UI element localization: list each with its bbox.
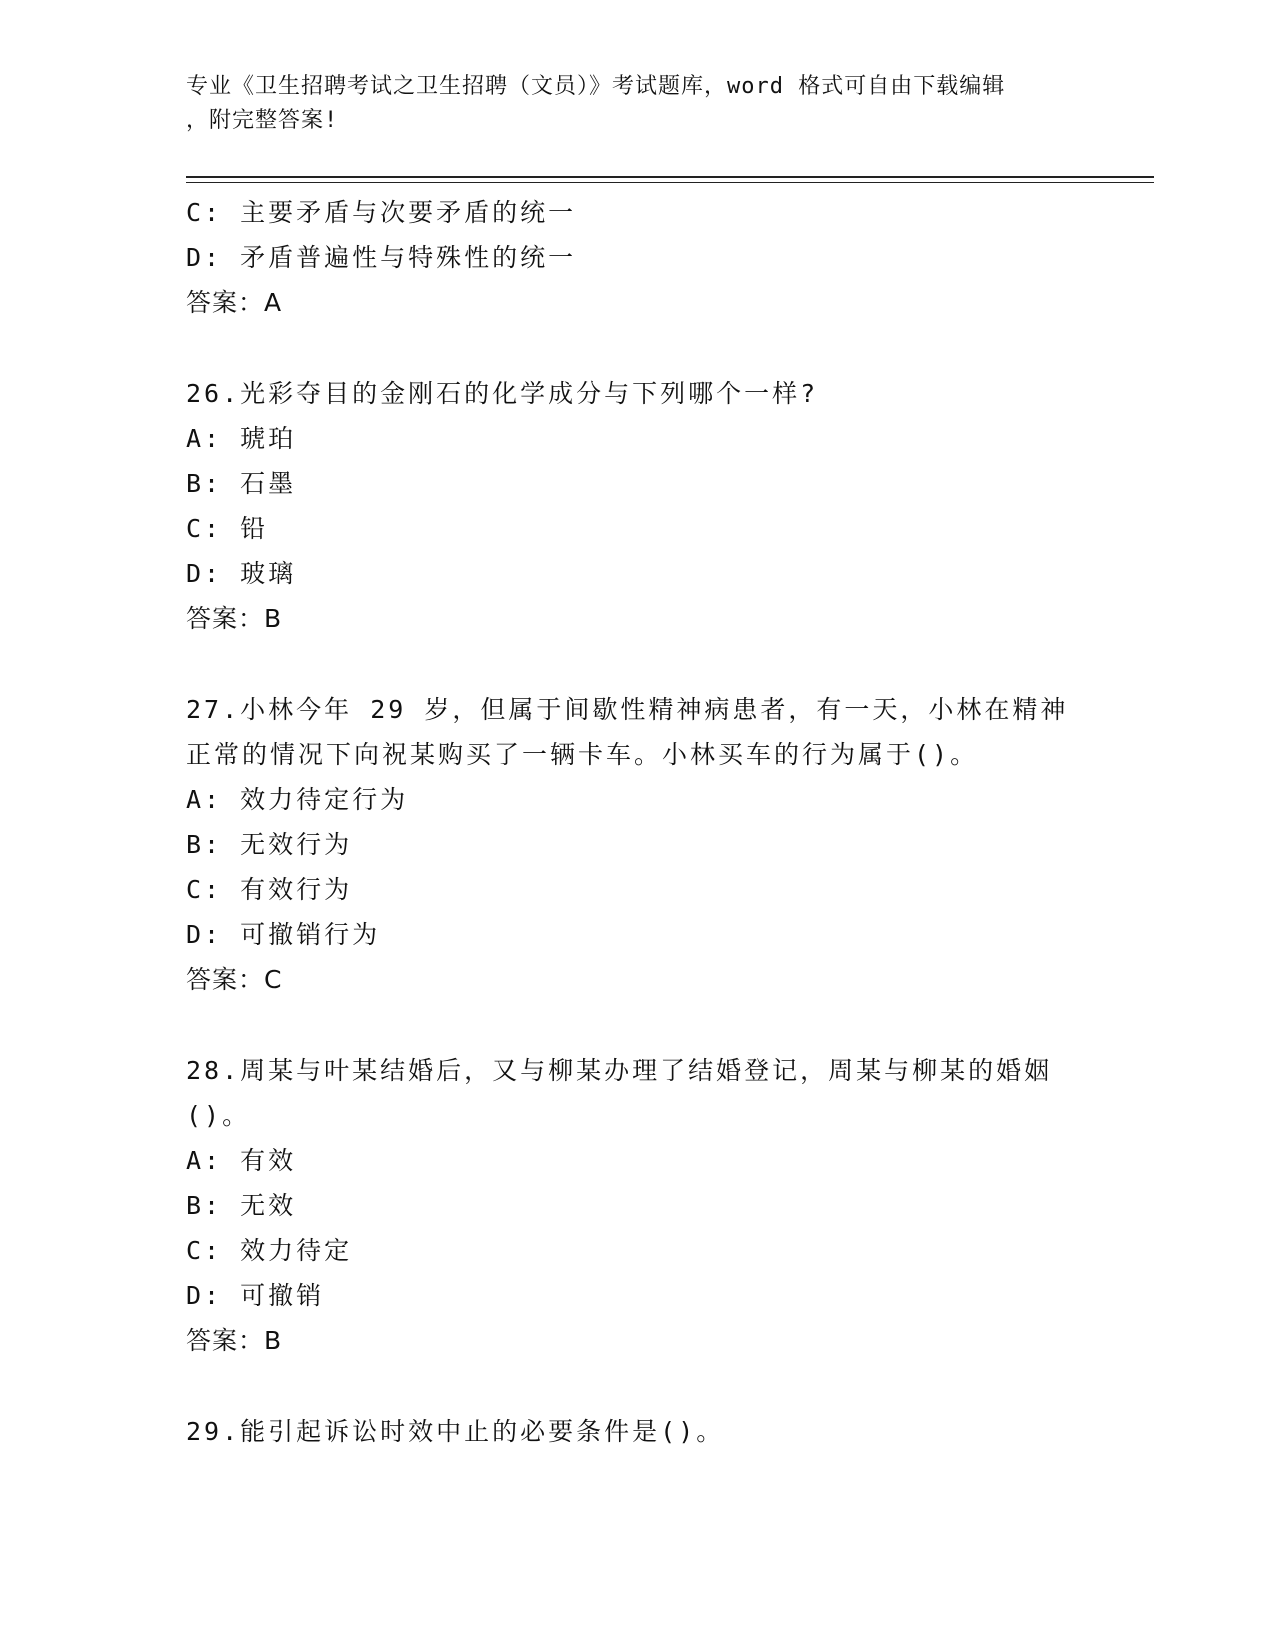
option-d: D: 玻璃 bbox=[186, 559, 297, 588]
option-c: C: 效力待定 bbox=[186, 1236, 353, 1265]
answer: 答案：C bbox=[186, 965, 283, 994]
question-stem-line-2: 正常的情况下向祝某购买了一辆卡车。小林买车的行为属于()。 bbox=[186, 740, 979, 769]
question-29 bbox=[186, 1409, 1086, 1454]
header-rule-thin bbox=[186, 182, 1154, 183]
option-c: C: 有效行为 bbox=[186, 875, 353, 904]
answer: 答案：B bbox=[186, 604, 283, 633]
answer: 答案：B bbox=[186, 1326, 283, 1355]
question-stem-line-1: 28.周某与叶某结婚后，又与柳某办理了结婚登记，周某与柳某的婚姻 bbox=[186, 1056, 1053, 1085]
option-a: A: 有效 bbox=[186, 1146, 297, 1175]
question-25-tail bbox=[186, 190, 1086, 325]
option-c: C: 主要矛盾与次要矛盾的统一 bbox=[186, 198, 577, 227]
option-d: D: 矛盾普遍性与特殊性的统一 bbox=[186, 243, 577, 272]
option-a: A: 效力待定行为 bbox=[186, 785, 409, 814]
question-28 bbox=[186, 1048, 1086, 1363]
option-b: B: 石墨 bbox=[186, 469, 297, 498]
option-d: D: 可撤销 bbox=[186, 1281, 325, 1310]
option-b: B: 无效行为 bbox=[186, 830, 353, 859]
question-stem-line-1: 27.小林今年 29 岁，但属于间歇性精神病患者，有一天，小林在精神 bbox=[186, 695, 1069, 724]
option-d: D: 可撤销行为 bbox=[186, 920, 381, 949]
answer: 答案：A bbox=[186, 288, 283, 317]
header-rule-thick bbox=[186, 176, 1154, 178]
question-stem: 29.能引起诉讼时效中止的必要条件是()。 bbox=[186, 1417, 725, 1446]
question-stem: 26.光彩夺目的金刚石的化学成分与下列哪个一样? bbox=[186, 379, 819, 408]
question-stem-line-2: ()。 bbox=[186, 1101, 251, 1130]
question-26 bbox=[186, 371, 1086, 641]
option-a: A: 琥珀 bbox=[186, 424, 297, 453]
option-b: B: 无效 bbox=[186, 1191, 297, 1220]
question-27 bbox=[186, 687, 1086, 1002]
page-header: 专业《卫生招聘考试之卫生招聘（文员）》考试题库，word 格式可自由下载编辑 ，附完整答案! bbox=[186, 74, 1006, 133]
question-list bbox=[186, 190, 1086, 1454]
option-c: C: 铅 bbox=[186, 514, 269, 543]
